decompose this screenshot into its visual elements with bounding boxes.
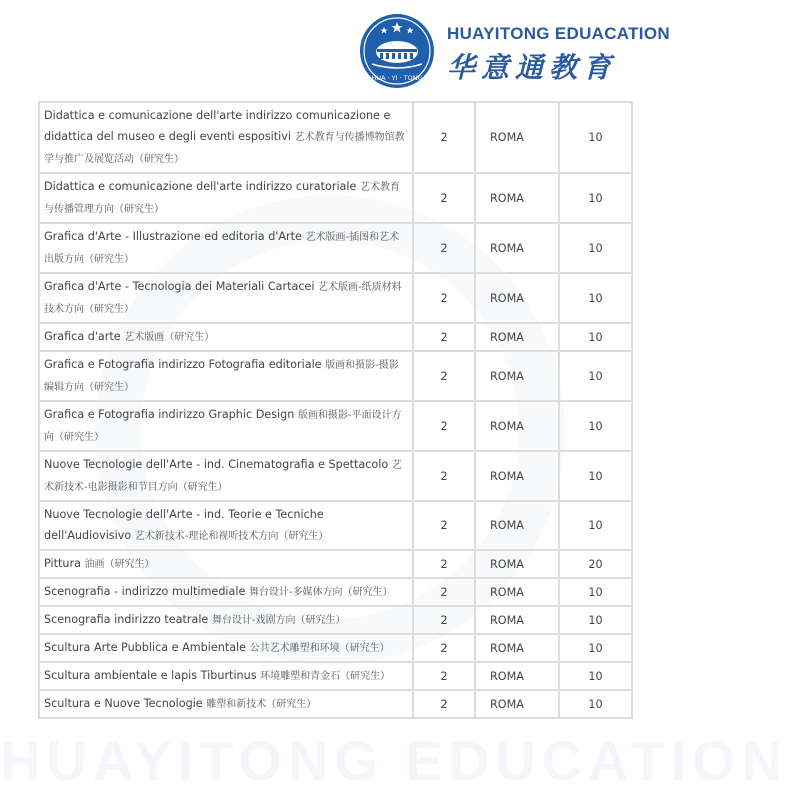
- city-cell: ROMA: [475, 550, 559, 578]
- course-name-cell: [39, 634, 413, 662]
- course-name-cell: [39, 401, 413, 451]
- duration-cell: 2: [413, 662, 475, 690]
- course-name-chinese: 舞台设计-多媒体方向（研究生）: [248, 587, 393, 598]
- duration-cell: 2: [413, 451, 475, 501]
- city-cell: ROMA: [475, 102, 559, 173]
- table-row: [39, 323, 632, 351]
- course-name-italian: Grafica d'Arte - Illustrazione ed editoria d'Arte: [44, 230, 302, 243]
- course-name-chinese: 艺术教育与传播管理方向（研究生）: [44, 182, 400, 215]
- course-name-chinese: 版画和摄影-摄影编辑方向（研究生）: [44, 360, 399, 393]
- page-header: [0, 0, 671, 100]
- table-row: [39, 690, 632, 718]
- duration-cell: 2: [413, 102, 475, 173]
- course-name-italian: Grafica e Fotografia indirizzo Graphic Design: [44, 408, 295, 421]
- places-cell: 20: [559, 550, 632, 578]
- places-cell: 10: [559, 351, 632, 401]
- places-cell: 10: [559, 273, 632, 323]
- course-name-italian: Nuove Tecnologie dell'Arte - ind. Cinematografia e Spettacolo: [44, 458, 389, 471]
- city-cell: ROMA: [475, 578, 559, 606]
- course-name-cell: [39, 323, 413, 351]
- table-row: [39, 550, 632, 578]
- table-row: [39, 401, 632, 451]
- places-cell: 10: [559, 223, 632, 273]
- course-name-italian: Scenografia - indirizzo multimediale: [44, 585, 246, 598]
- places-cell: 10: [559, 690, 632, 718]
- course-name-italian: Scenografia indirizzo teatrale: [44, 613, 209, 626]
- places-cell: 10: [559, 662, 632, 690]
- places-cell: 10: [559, 578, 632, 606]
- course-name-cell: [39, 690, 413, 718]
- duration-cell: 2: [413, 173, 475, 223]
- course-name-cell: [39, 173, 413, 223]
- course-name-italian: Nuove Tecnologie dell'Arte - ind. Teorie e Tecniche dell'Audiovisivo: [44, 508, 324, 542]
- table-row: [39, 578, 632, 606]
- places-cell: 10: [559, 634, 632, 662]
- places-cell: 10: [559, 173, 632, 223]
- duration-cell: 2: [413, 606, 475, 634]
- course-name-italian: Grafica d'Arte - Tecnologia dei Materiali Cartacei: [44, 280, 315, 293]
- course-name-italian: Grafica d'arte: [44, 330, 121, 343]
- course-table: [38, 101, 633, 719]
- places-cell: 10: [559, 102, 632, 173]
- places-cell: 10: [559, 323, 632, 351]
- city-cell: ROMA: [475, 662, 559, 690]
- duration-cell: 2: [413, 550, 475, 578]
- course-name-cell: [39, 606, 413, 634]
- course-name-chinese: 雕塑和新技术（研究生）: [206, 699, 317, 710]
- course-name-italian: Pittura: [44, 557, 81, 570]
- duration-cell: 2: [413, 223, 475, 273]
- course-name-italian: Scultura ambientale e lapis Tiburtinus: [44, 669, 257, 682]
- table-row: [39, 173, 632, 223]
- logo-seal-text: HUA · YI · TONG: [371, 74, 423, 82]
- course-name-chinese: 公共艺术雕塑和环境（研究生）: [249, 643, 390, 654]
- course-name-chinese: 艺术版画-纸质材料技术方向（研究生）: [44, 282, 402, 315]
- city-cell: ROMA: [475, 351, 559, 401]
- course-name-chinese: 版画和摄影-平面设计方向（研究生）: [44, 410, 402, 443]
- city-cell: ROMA: [475, 223, 559, 273]
- course-name-chinese: 艺术新技术-电影摄影和节目方向（研究生）: [44, 460, 402, 493]
- course-name-italian: Didattica e comunicazione dell'arte indirizzo curatoriale: [44, 180, 357, 193]
- course-name-italian: Didattica e comunicazione dell'arte indirizzo comunicazione e didattica del museo e degli eventi espositivi: [44, 109, 391, 143]
- city-cell: ROMA: [475, 173, 559, 223]
- course-name-italian: Scultura Arte Pubblica e Ambientale: [44, 641, 247, 654]
- duration-cell: 2: [413, 578, 475, 606]
- duration-cell: 2: [413, 273, 475, 323]
- city-cell: ROMA: [475, 606, 559, 634]
- duration-cell: 2: [413, 634, 475, 662]
- duration-cell: 2: [413, 690, 475, 718]
- table-row: [39, 273, 632, 323]
- course-name-cell: [39, 501, 413, 550]
- table-row: [39, 451, 632, 501]
- course-name-italian: Scultura e Nuove Tecnologie: [44, 697, 203, 710]
- course-name-cell: [39, 550, 413, 578]
- table-row: [39, 606, 632, 634]
- duration-cell: 2: [413, 401, 475, 451]
- duration-cell: 2: [413, 351, 475, 401]
- table-row: [39, 223, 632, 273]
- course-name-cell: [39, 223, 413, 273]
- course-name-chinese: 环境雕塑和青金石（研究生）: [260, 671, 391, 682]
- course-name-chinese: 艺术版画-插图和艺术出版方向（研究生）: [44, 232, 400, 265]
- city-cell: ROMA: [475, 690, 559, 718]
- course-name-cell: [39, 578, 413, 606]
- places-cell: 10: [559, 401, 632, 451]
- places-cell: 10: [559, 501, 632, 550]
- course-name-cell: [39, 102, 413, 173]
- places-cell: 10: [559, 451, 632, 501]
- course-name-cell: [39, 662, 413, 690]
- course-name-italian: Grafica e Fotografia indirizzo Fotografia editoriale: [44, 358, 322, 371]
- city-cell: ROMA: [475, 451, 559, 501]
- course-name-chinese: 艺术版画（研究生）: [124, 332, 215, 343]
- city-cell: ROMA: [475, 323, 559, 351]
- course-name-chinese: 艺术教育与传播博物馆教学与推广及展览活动（研究生）: [44, 132, 405, 165]
- course-name-chinese: 油画（研究生）: [84, 559, 155, 570]
- watermark-text: HUAYITONG EDUCATION: [0, 729, 788, 792]
- course-name-cell: [39, 351, 413, 401]
- table-row: [39, 102, 632, 173]
- city-cell: ROMA: [475, 273, 559, 323]
- table-row: [39, 662, 632, 690]
- city-cell: ROMA: [475, 634, 559, 662]
- city-cell: ROMA: [475, 501, 559, 550]
- course-name-cell: [39, 273, 413, 323]
- course-name-cell: [39, 451, 413, 501]
- course-table-body: [39, 102, 632, 718]
- city-cell: ROMA: [475, 401, 559, 451]
- course-name-chinese: 舞台设计-戏剧方向（研究生）: [211, 615, 346, 626]
- brand-name-chinese: 华意通教育: [447, 51, 618, 84]
- course-name-chinese: 艺术新技术-理论和视听技术方向（研究生）: [134, 531, 329, 542]
- table-row: [39, 634, 632, 662]
- duration-cell: 2: [413, 501, 475, 550]
- places-cell: 10: [559, 606, 632, 634]
- brand-name-english: HUAYITONG EDUACATION: [447, 24, 670, 43]
- table-row: [39, 501, 632, 550]
- brand-logo: [360, 14, 434, 88]
- duration-cell: 2: [413, 323, 475, 351]
- table-row: [39, 351, 632, 401]
